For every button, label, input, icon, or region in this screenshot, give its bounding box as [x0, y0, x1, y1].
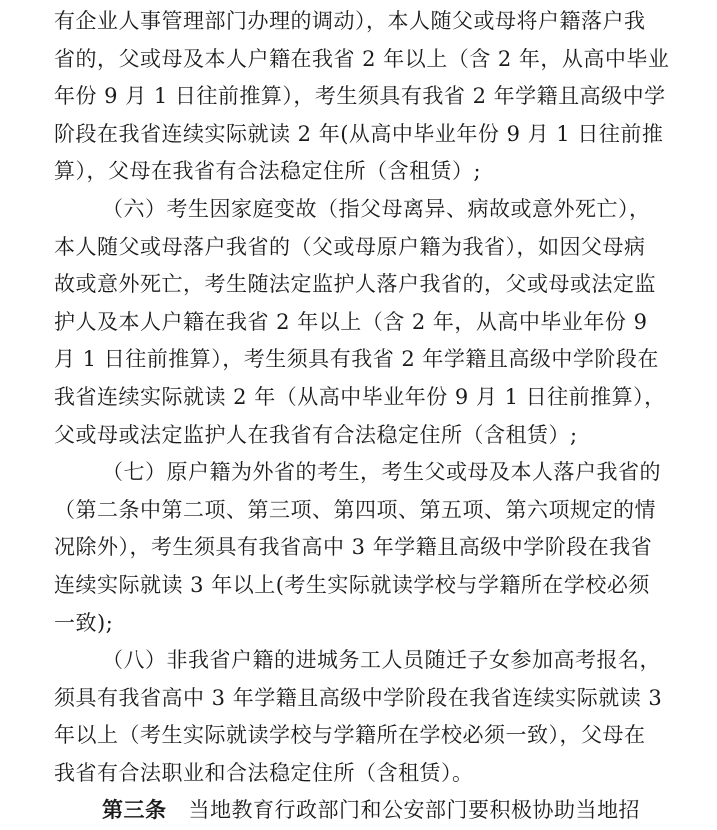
text-line: 一致);	[54, 610, 114, 635]
text-line: 故或意外死亡，考生随法定监护人落户我省的，父或母或法定监	[54, 272, 656, 297]
text-line: 我省有合法职业和合法稳定住所（含租赁）。	[54, 760, 474, 785]
text-line: 须具有我省高中 3 年学籍且高级中学阶段在我省连续实际就读 3	[54, 685, 663, 710]
text-line: 连续实际就读 3 年以上(考生实际就读学校与学籍所在学校必须	[54, 572, 650, 597]
text-line: （六）考生因家庭变故（指父母离异、病故或意外死亡），	[102, 196, 651, 221]
paragraph-7	[54, 454, 661, 642]
article-heading: 第三条	[102, 798, 167, 823]
text-line: （第二条中第二项、第三项、第四项、第五项、第六项规定的情	[54, 497, 656, 522]
paragraph-6	[54, 191, 666, 454]
paragraph-5-continued	[54, 3, 670, 191]
text-line: 况除外），考生须具有我省高中 3 年学籍且高级中学阶段在我省	[54, 535, 653, 560]
document-page	[54, 3, 670, 830]
text-line: 省的，父或母及本人户籍在我省 2 年以上（含 2 年，从高中毕业	[54, 46, 670, 71]
text-line: 算），父母在我省有合法稳定住所（含租赁）;	[54, 159, 482, 184]
text-line	[54, 792, 642, 830]
article-text: 当地教育行政部门和公安部门要积极协助当地招	[188, 798, 640, 823]
text-line: 年以上（考生实际就读学校与学籍所在学校必须一致），父母在	[54, 723, 646, 748]
text-line: 本人随父或母落户我省的（父或母原户籍为我省），如因父母病	[54, 234, 646, 259]
text-line: 父或母或法定监护人在我省有合法稳定住所（含租赁）;	[54, 422, 578, 447]
text-line: （七）原户籍为外省的考生，考生父或母及本人落户我省的	[102, 460, 661, 485]
text-line: 有企业人事管理部门办理的调动），本人随父或母将户籍落户我	[54, 9, 646, 33]
paragraph-8	[54, 642, 663, 792]
text-line: 阶段在我省连续实际就读 2 年(从高中毕业年份 9 月 1 日往前推	[54, 121, 664, 146]
text-line: （八）非我省户籍的进城务工人员随迁子女参加高考报名，	[102, 648, 661, 673]
text-line: 年份 9 月 1 日往前推算），考生须具有我省 2 年学籍且高级中学	[54, 84, 666, 109]
article-3	[54, 792, 642, 830]
text-line: 我省连续实际就读 2 年（从高中毕业年份 9 月 1 日往前推算），	[54, 384, 666, 409]
text-line: 月 1 日往前推算），考生须具有我省 2 年学籍且高级中学阶段在	[54, 347, 659, 372]
text-line: 护人及本人户籍在我省 2 年以上（含 2 年，从高中毕业年份 9	[54, 309, 648, 334]
